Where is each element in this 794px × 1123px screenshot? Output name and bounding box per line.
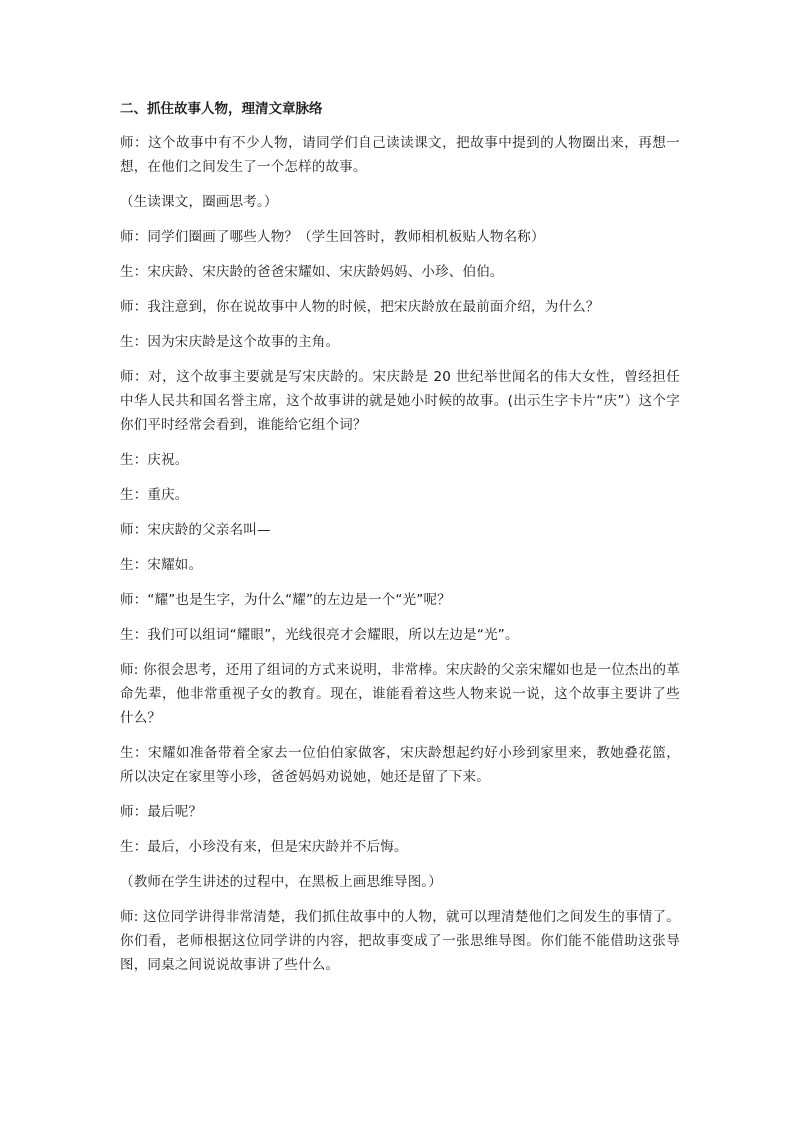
paragraph: （教师在学生讲述的过程中，在黑板上画思维导图。）: [120, 874, 443, 890]
paragraph: 生：庆祝。: [120, 452, 189, 468]
section-heading: 二、抓住故事人物，理清文章脉络: [120, 101, 323, 117]
paragraph: 师: 这位同学讲得非常清楚，我们抓住故事中的人物，就可以理清楚他们之间发生的事情了。你们看，老师根据这位同学讲的内容，把故事变成了一张思维导图。你们能不能借助这张导图，同桌之间说说故事讲了些什么。: [120, 909, 680, 973]
paragraph: 生：最后，小珍没有来，但是宋庆龄并不后悔。: [120, 839, 408, 855]
paragraph: 师：宋庆龄的父亲名叫—: [120, 522, 271, 538]
paragraph: 生：因为宋庆龄是这个故事的主角。: [120, 334, 340, 350]
paragraph: 师：“耀”也是生字，为什么“耀”的左边是一个“光”呢？: [120, 592, 451, 608]
paragraph: 师：对，这个故事主要就是写宋庆龄的。宋庆龄是 20 世纪举世闻名的伟大女性，曾经担任中华人民共和国名誉主席，这个故事讲的就是她小时候的故事。(出示生字卡片“庆”）这个字你们平时经常会看到，谁能给它组个词？: [120, 369, 680, 433]
paragraph: 师：这个故事中有不少人物，请同学们自己读读课文，把故事中提到的人物圈出来，再想一想，在他们之间发生了一个怎样的故事。: [120, 135, 680, 175]
paragraph: 师：我注意到，你在说故事中人物的时候，把宋庆龄放在最前面介绍，为什么？: [120, 299, 600, 315]
paragraph: （生读课文，圈画思考。）: [120, 194, 278, 210]
paragraph: 生：重庆。: [120, 487, 189, 503]
paragraph: 师：同学们圈画了哪些人物？（学生回答时，教师相机板贴人物名称）: [120, 229, 545, 245]
paragraph: 生：我们可以组词“耀眼”，光线很亮才会耀眼，所以左边是“光”。: [120, 627, 519, 643]
paragraph: 生：宋耀如准备带着全家去一位伯伯家做客，宋庆龄想起约好小珍到家里来，教她叠花篮，所以决定在家里等小珍，爸爸妈妈劝说她，她还是留了下来。: [120, 745, 680, 785]
paragraph: 生：宋耀如。: [120, 557, 203, 573]
paragraph: 生：宋庆龄、宋庆龄的爸爸宋耀如、宋庆龄妈妈、小珍、伯伯。: [120, 264, 504, 280]
paragraph: 师：最后呢？: [120, 804, 203, 820]
paragraph: 师: 你很会思考，还用了组词的方式来说明，非常棒。宋庆龄的父亲宋耀如也是一位杰出的革命先辈，他非常重视子女的教育。现在，谁能看着这些人物来说一说，这个故事主要讲了些什么？: [120, 662, 680, 726]
lesson-transcript: [120, 97, 680, 988]
